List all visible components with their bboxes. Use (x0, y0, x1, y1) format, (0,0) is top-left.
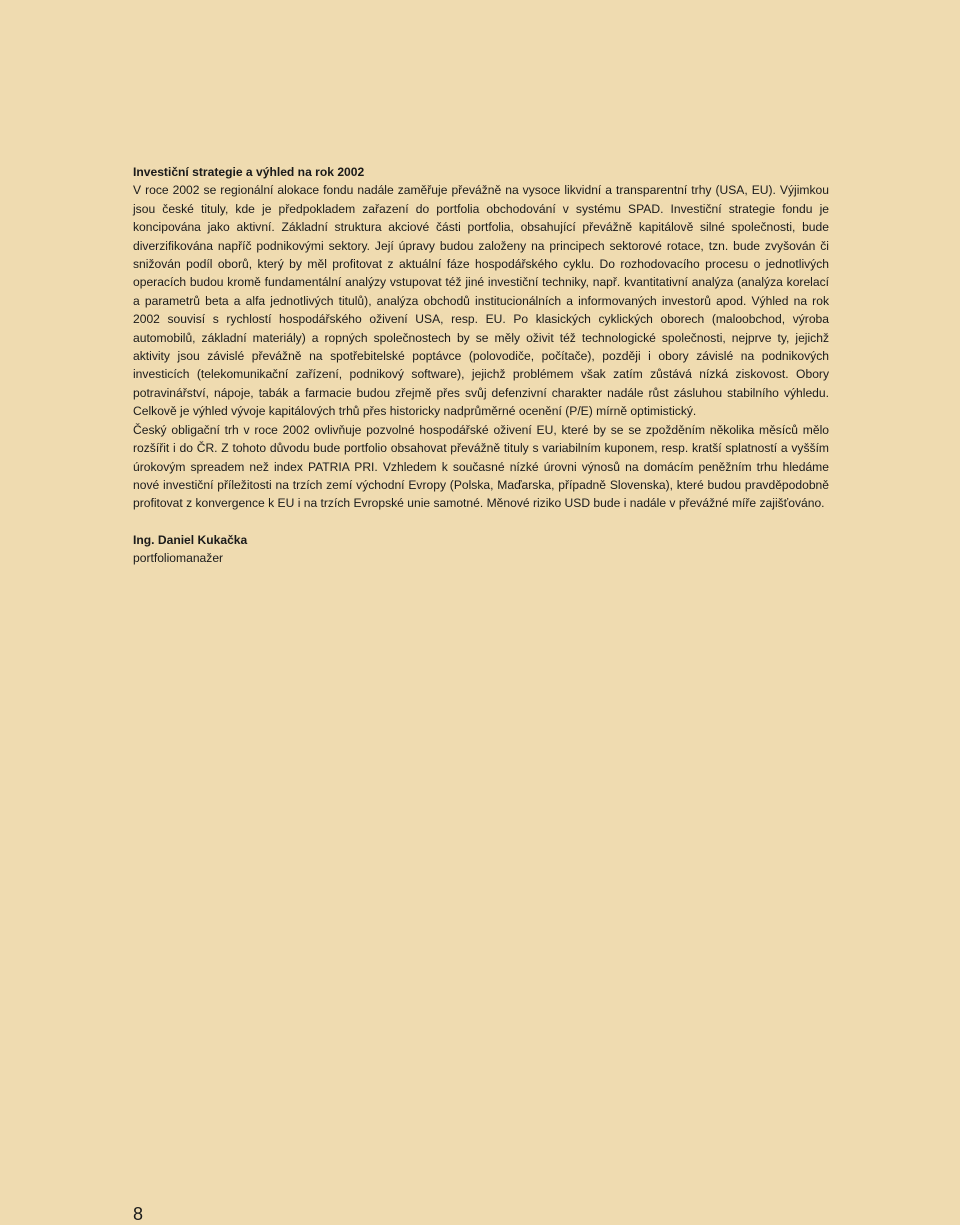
paragraph-bond-market: Český obligační trh v roce 2002 ovlivňuje pozvolné hospodářské oživení EU, které by se se zpožděním několika měsíců mělo rozšířit i do ČR. Z tohoto důvodu bude portfolio obsahovat převážně tituly s variabilním kuponem, resp. kratší splatností a vyšším úrokovým spreadem než index PATRIA PRI. Vzhledem k současné nízké úrovni výnosů na domácím peněžním trhu hledáme nové investiční příležitosti na trzích zemí východní Evropy (Polska, Maďarska, případně Slovenska), které budou pravděpodobně profitovat z konvergence k EU i na trzích Evropské unie samotné. Měnové riziko USD bude i nadále v převážné míře zajišťováno. (133, 422, 829, 511)
document-body (133, 163, 829, 568)
page-number: 8 (133, 1204, 144, 1224)
signature-block (133, 531, 829, 568)
section-heading: Investiční strategie a výhled na rok 2002 (133, 165, 365, 179)
signature-name: Ing. Daniel Kukačka (133, 532, 248, 547)
signature-role: portfoliomanažer (133, 551, 224, 566)
paragraph-equity-strategy: V roce 2002 se regionální alokace fondu nadále zaměřuje převážně na vysoce likvidní a transparentní trhy (USA, EU). Výjimkou jsou české tituly, kde je předpokladem zařazení do portfolia obchodování v systému SPAD. Investiční strategie fondu je koncipována jako aktivní. Základní struktura akciové části portfolia, obsahující převážně kapitálově silné společnosti, bude diverzifikována napříč podnikovými sektory. Její úpravy budou založeny na principech sektorové rotace, tzn. bude zvyšován či snižován podíl oborů, který by měl profitovat z aktuální fáze hospodářského cyklu. Do rozhodovacího procesu o jednotlivých operacích budou kromě fundamentální analýzy vstupovat též jiné investiční techniky, např. kvantitativní analýza (analýza korelací a parametrů beta a alfa jednotlivých titulů), analýza obchodů institucionálních a informovaných investorů apod. Výhled na rok 2002 souvisí s rychlostí hospodářského oživení USA, resp. EU. Po klasických cyklických oborech (maloobchod, výroba automobilů, základní materiály) a ropných společnostech by se měly oživit též technologické společnosti, nejprve ty, jejichž aktivity jsou závislé převážně na spotřebitelské poptávce (polovodiče, počítače), později i obory závislé na podnikových investicích (telekomunikační zařízení, podnikový software), jejichž problémem však zatím zůstává nízká ziskovost. Obory potravinářství, nápoje, tabák a farmacie budou zřejmě přes svůj defenzivní charakter nadále růst zásluhou stabilního výhledu. Celkově je výhled vývoje kapitálových trhů přes historicky nadprůměrné ocenění (P/E) mírně optimistický. (133, 183, 829, 419)
